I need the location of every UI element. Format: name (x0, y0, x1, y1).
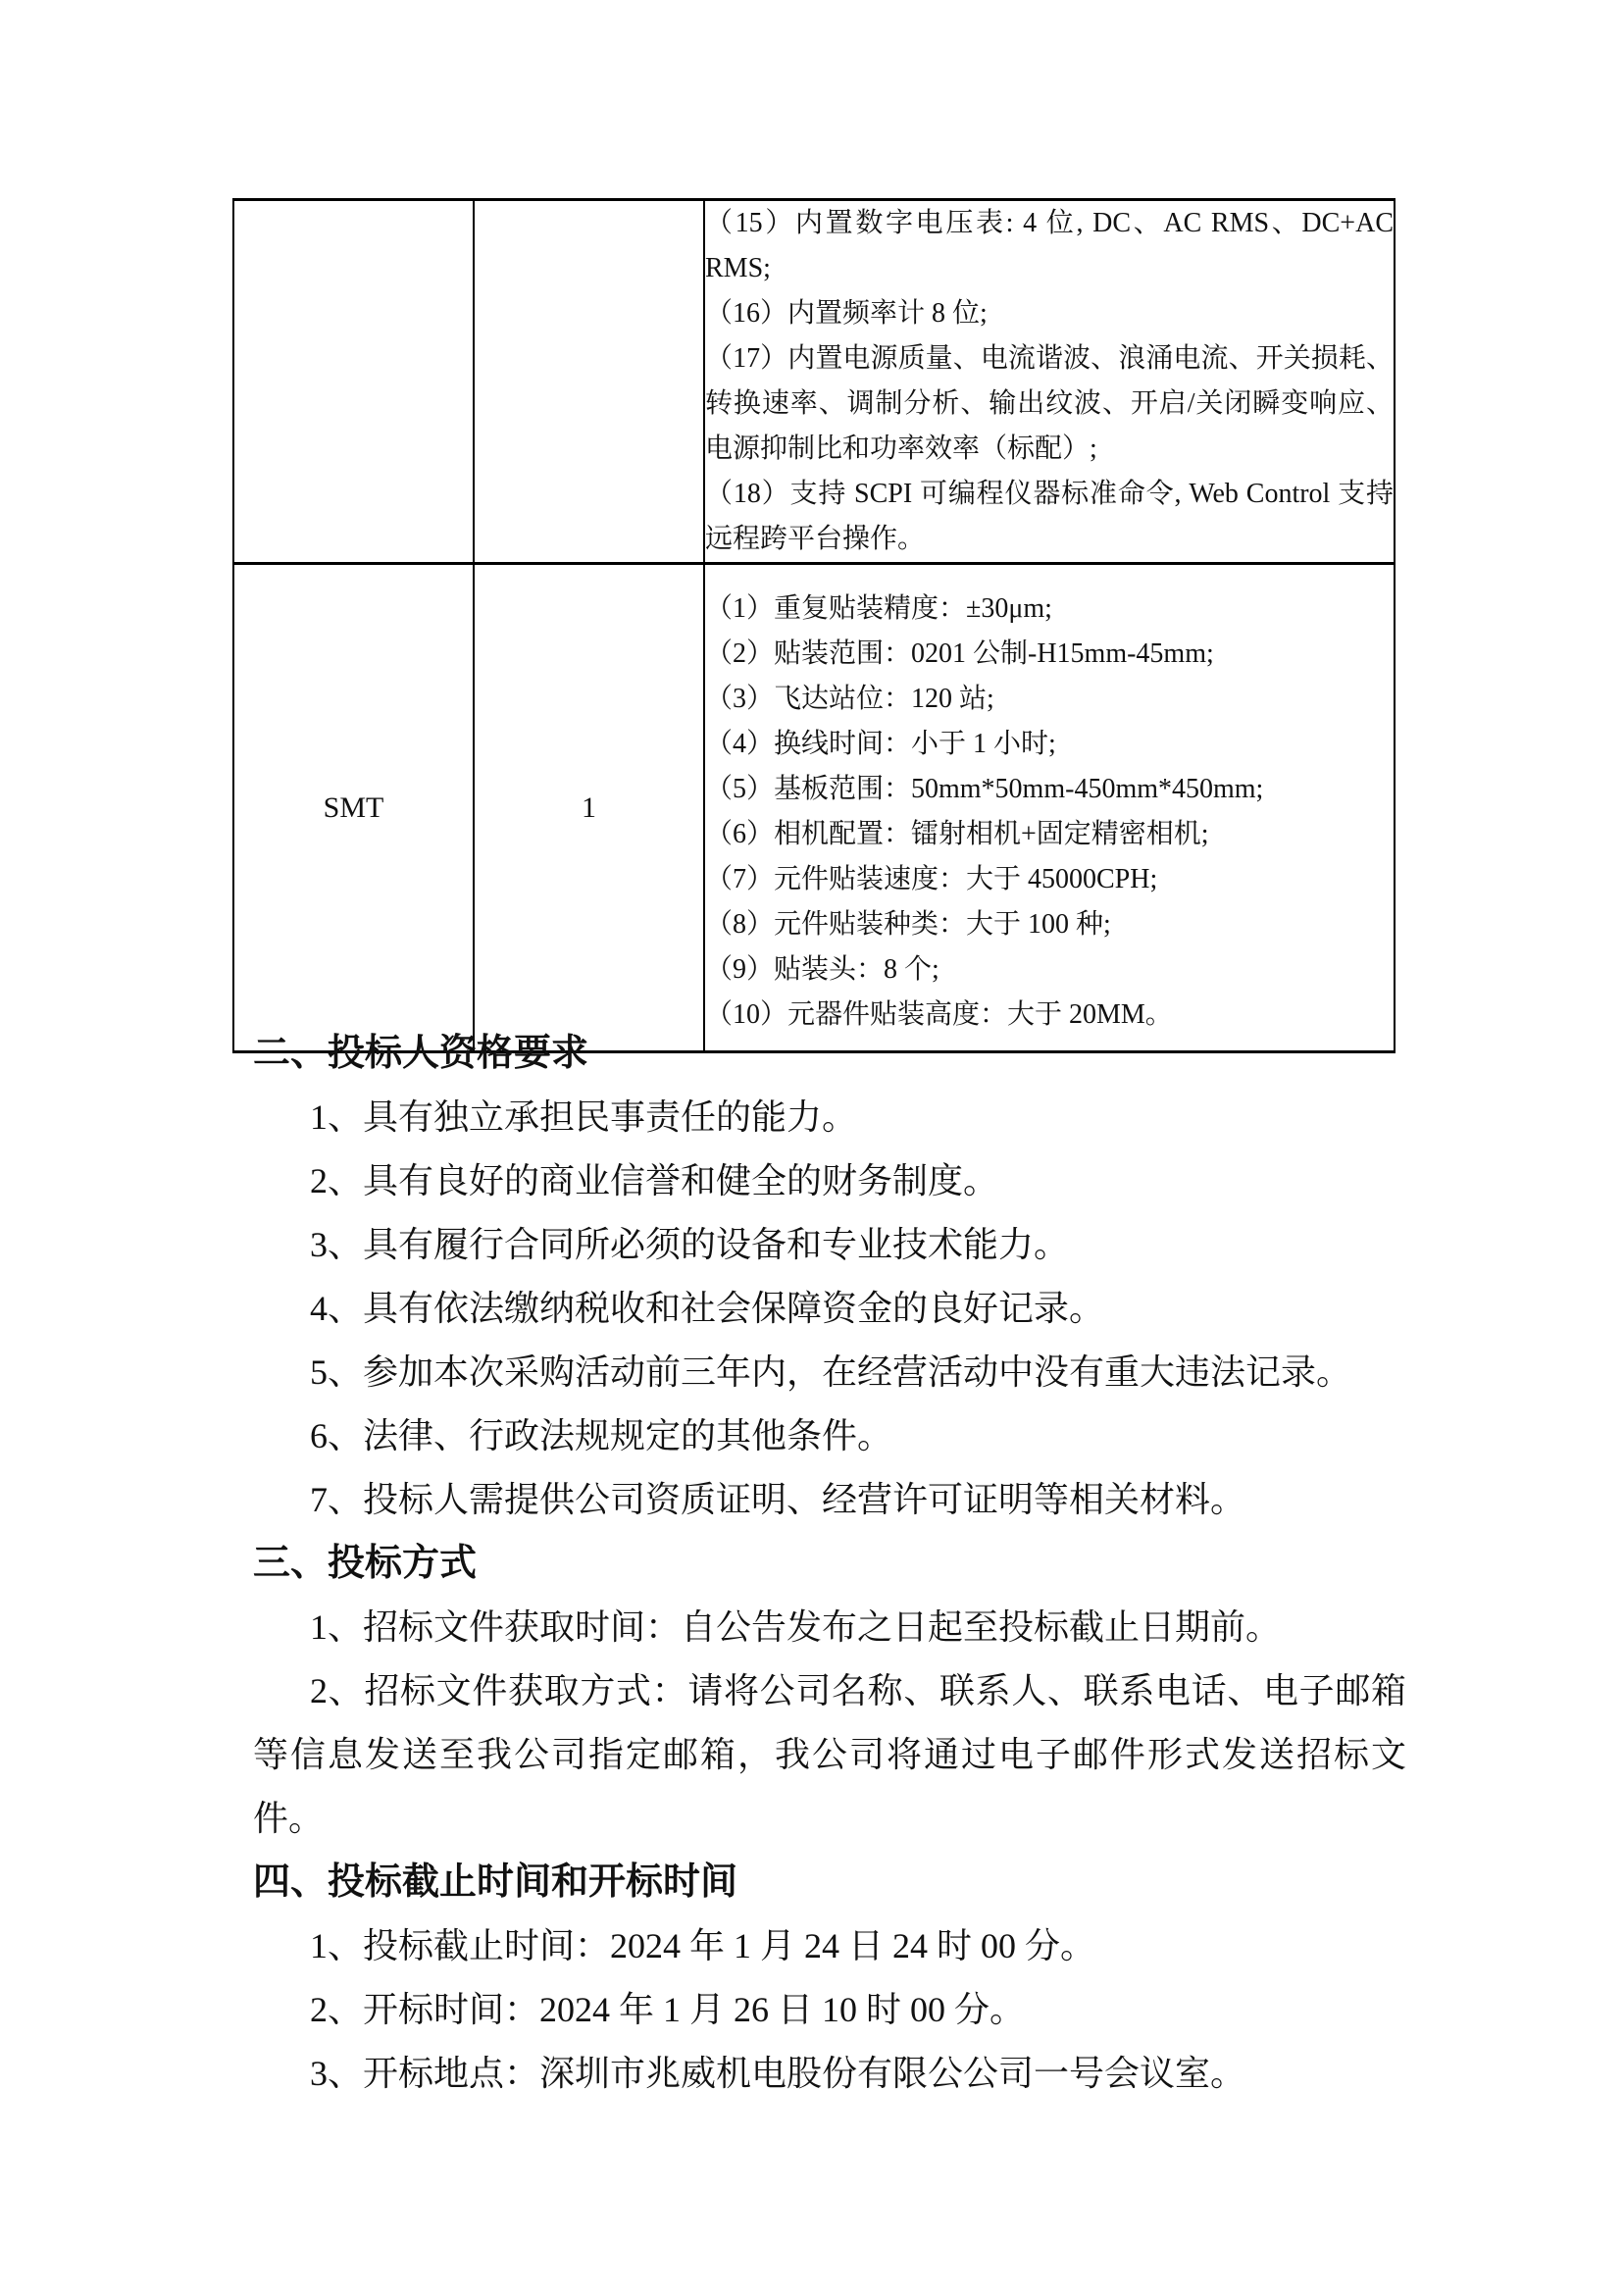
spec-list-cell (704, 200, 1395, 564)
spec-line: （10）元器件贴装高度：大于 20MM。 (705, 999, 1173, 1030)
list-item: 3、开标地点：深圳市兆威机电股份有限公公司一号会议室。 (310, 2054, 1246, 2093)
document-body (253, 1022, 1406, 2106)
spec-line: （15）内置数字电压表: 4 位, DC、AC RMS、DC+AC RMS; (705, 208, 1394, 283)
spec-line: （4）换线时间：小于 1 小时; (705, 729, 1056, 759)
equipment-spec-table (232, 198, 1396, 1053)
spec-line: （17）内置电源质量、电流谐波、浪涌电流、开关损耗、转换速率、调制分析、输出纹波、开启/关闭瞬变响应、电源抑制比和功率效率（标配）; (705, 343, 1394, 464)
equipment-name-cell (233, 200, 474, 564)
list-item: 3、具有履行合同所必须的设备和专业技术能力。 (310, 1225, 1070, 1264)
list-item: 7、投标人需提供公司资质证明、经营许可证明等相关材料。 (310, 1480, 1246, 1519)
spec-line: （1）重复贴装精度：±30μm; (705, 593, 1052, 624)
spec-list-cell (704, 564, 1395, 1052)
list-item: 4、具有依法缴纳税收和社会保障资金的良好记录。 (310, 1289, 1105, 1328)
spec-line: （18）支持 SCPI 可编程仪器标准命令, Web Control 支持远程跨平台操作。 (705, 479, 1394, 554)
spec-line: （3）飞达站位：120 站; (705, 684, 994, 714)
list-item: 2、具有良好的商业信誉和健全的财务制度。 (310, 1161, 999, 1200)
spec-line: （7）元件贴装速度：大于 45000CPH; (705, 864, 1158, 894)
section-heading-bidder-qualifications: 二、投标人资格要求 (253, 1033, 589, 1074)
table-row-continued (233, 200, 1395, 564)
list-item: 2、开标时间：2024 年 1 月 26 日 10 时 00 分。 (310, 1990, 1026, 2029)
section-heading-deadline-and-opening: 四、投标截止时间和开标时间 (253, 1861, 738, 1903)
spec-line: （16）内置频率计 8 位; (705, 298, 988, 329)
table-row-smt (233, 564, 1395, 1052)
spec-line: （5）基板范围：50mm*50mm-450mm*450mm; (705, 774, 1264, 804)
section-heading-bidding-method: 三、投标方式 (253, 1543, 478, 1584)
equipment-name-cell: SMT (233, 564, 474, 1052)
quantity-cell (474, 200, 704, 564)
list-item: 5、参加本次采购活动前三年内，在经营活动中没有重大违法记录。 (310, 1352, 1352, 1392)
list-item: 1、招标文件获取时间：自公告发布之日起至投标截止日期前。 (310, 1607, 1282, 1647)
spec-line: （6）相机配置：镭射相机+固定精密相机; (705, 819, 1209, 849)
spec-line: （2）贴装范围：0201 公制-H15mm-45mm; (705, 638, 1214, 669)
quantity-cell: 1 (474, 564, 704, 1052)
spec-line: （8）元件贴装种类：大于 100 种; (705, 909, 1111, 940)
list-item: 2、招标文件获取方式：请将公司名称、联系人、联系电话、电子邮箱等信息发送至我公司指定邮箱，我公司将通过电子邮件形式发送招标文件。 (253, 1671, 1406, 1838)
spec-line: （9）贴装头：8 个; (705, 954, 939, 985)
list-item: 6、法律、行政法规规定的其他条件。 (310, 1416, 893, 1455)
list-item: 1、投标截止时间：2024 年 1 月 24 日 24 时 00 分。 (310, 1926, 1096, 1965)
list-item: 1、具有独立承担民事责任的能力。 (310, 1097, 858, 1137)
